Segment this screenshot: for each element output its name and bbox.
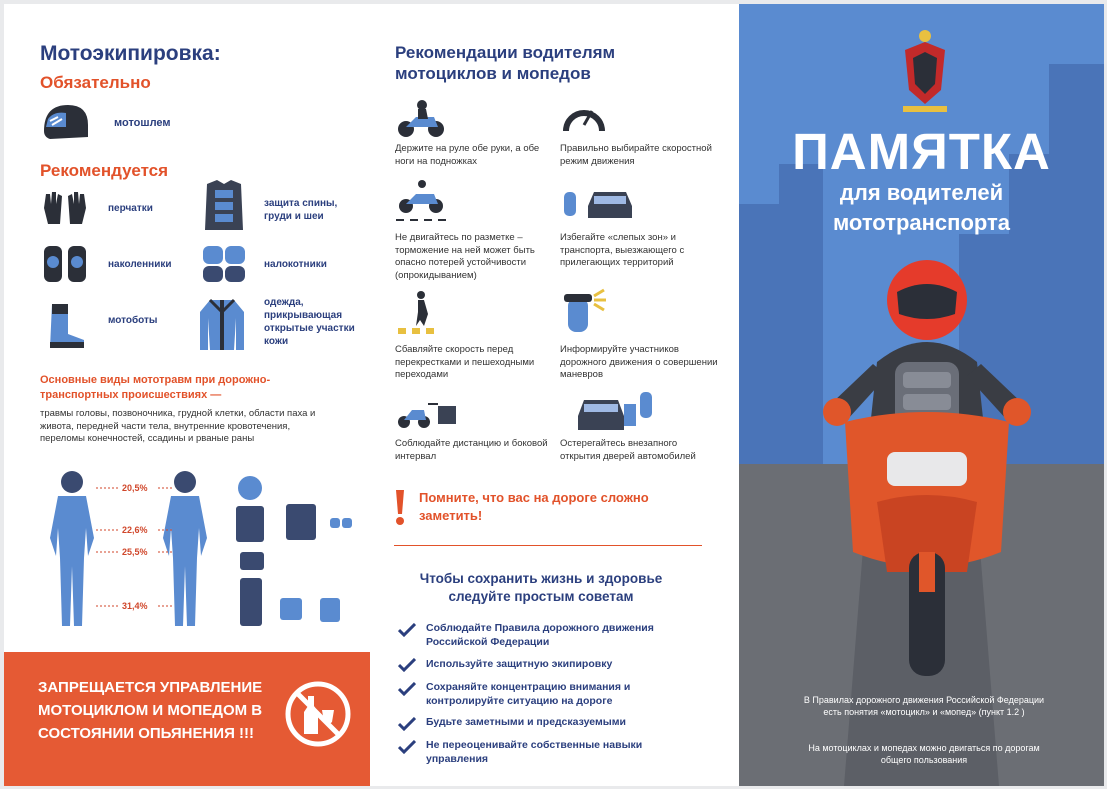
rec-8: Остерегайтесь внезапного открытия дверей автомобилей <box>560 438 696 462</box>
knee-pads-icon <box>40 242 90 286</box>
percent-head: 20,5% <box>122 483 148 493</box>
percent-torso: 22,6% <box>122 525 148 535</box>
gear-title: Мотоэкипировка: <box>40 42 221 65</box>
cover-subtitle-2: мототранспорта <box>832 210 1011 235</box>
rec-7: Соблюдайте дистанцию и боковой интервал <box>395 438 548 462</box>
check-icon <box>398 740 416 754</box>
mandatory-heading: Обязательно <box>40 73 151 92</box>
recs-title: Рекомендации водителям мотоциклов и мопедов <box>395 43 616 83</box>
crosswalk-icon <box>394 290 448 336</box>
police-emblem-icon <box>899 28 951 116</box>
clothes-label: одежда, прикрывающая открытые участки кожи <box>264 297 355 347</box>
car-door-icon <box>574 388 658 434</box>
gloves-label: перчатки <box>108 203 153 214</box>
elbow-pads-label: налокотники <box>264 259 327 270</box>
cover-footnote-1: В Правилах дорожного движения Российской Федерации есть понятия «мотоцикл» и «мопед» (пункт 1.2 ) <box>803 695 1045 717</box>
boots-icon <box>40 300 90 352</box>
exclamation-icon <box>393 488 407 526</box>
check-icon <box>398 623 416 637</box>
road-marking-icon <box>394 180 448 224</box>
speedometer-icon <box>560 97 608 137</box>
rec-2: Правильно выбирайте скоростной режим движения <box>560 143 712 167</box>
injury-body-diagram <box>40 466 370 636</box>
tip-5: Не переоценивайте собственные навыки управления <box>426 739 643 765</box>
knee-pads-label: наколенники <box>108 259 172 270</box>
tip-4: Будьте заметными и предсказуемыми <box>426 716 626 728</box>
tips-title: Чтобы сохранить жизнь и здоровье следуйте простым советам <box>419 571 663 604</box>
elbow-pads-icon <box>199 242 249 286</box>
ban-text: ЗАПРЕЩАЕТСЯ УПРАВЛЕНИЕ МОТОЦИКЛОМ И МОПЕДОМ В СОСТОЯНИИ ОПЬЯНЕНИЯ !!! <box>38 679 263 742</box>
rec-6: Информируйте участников дорожного движения о совершении маневров <box>560 344 718 380</box>
rec-5: Сбавляйте скорость перед перекрестками и пешеходными переходами <box>395 344 535 380</box>
rider-hands-icon <box>394 99 448 139</box>
percent-pelvis: 25,5% <box>122 547 148 557</box>
motorcyclist-illustration <box>817 252 1037 682</box>
check-icon <box>398 717 416 731</box>
injuries-text: травмы головы, позвоночника, грудной клетки, области паха и живота, передней части тела, внутренние кровотечения, переломы конечностей, ссадины и рваные раны <box>40 408 316 444</box>
back-protector-icon <box>199 178 249 236</box>
blind-spot-icon <box>560 184 640 224</box>
cover-footnote-2: На мотоциклах и мопедах можно двигаться по дорогам общего пользования <box>808 743 1040 765</box>
check-icon <box>398 682 416 696</box>
injuries-title: Основные виды мототравм при дорожно-транспортных происшествиях — <box>40 374 271 401</box>
divider <box>394 545 702 546</box>
leaflet <box>4 4 1104 786</box>
rec-1: Держите на руле обе руки, а обе ноги на подножках <box>395 143 540 167</box>
back-protector-label: защита спины, груди и шеи <box>264 198 338 222</box>
tip-1: Соблюдайте Правила дорожного движения Российской Федерации <box>426 622 654 648</box>
check-icon <box>398 658 416 672</box>
jacket-icon <box>196 296 248 354</box>
cover-subtitle-1: для водителей <box>839 180 1004 205</box>
cover-panel <box>739 4 1104 786</box>
helmet-label: мотошлем <box>114 117 171 129</box>
gloves-icon <box>40 188 90 228</box>
warning-text: Помните, что вас на дороге сложно заметить! <box>419 490 649 523</box>
percent-legs: 31,4% <box>122 601 148 611</box>
distance-icon <box>394 396 458 432</box>
turn-signal-icon <box>560 288 610 336</box>
rec-3: Не двигайтесь по разметке – торможение на ней может быть опасно потерей устойчивости (опрокидыванием) <box>395 232 535 281</box>
tip-2: Используйте защитную экипировку <box>426 658 613 670</box>
rec-4: Избегайте «слепых зон» и транспорта, выезжающего с прилегающих территорий <box>560 232 685 268</box>
ban-banner <box>4 652 370 786</box>
cover-title: ПАМЯТКА <box>792 123 1051 180</box>
recommended-heading: Рекомендуется <box>40 161 169 180</box>
no-alcohol-icon <box>284 680 352 748</box>
tip-3: Сохраняйте концентрацию внимания и контролируйте ситуацию на дороге <box>426 681 631 707</box>
helmet-icon <box>40 101 92 143</box>
boots-label: мотоботы <box>108 315 158 326</box>
